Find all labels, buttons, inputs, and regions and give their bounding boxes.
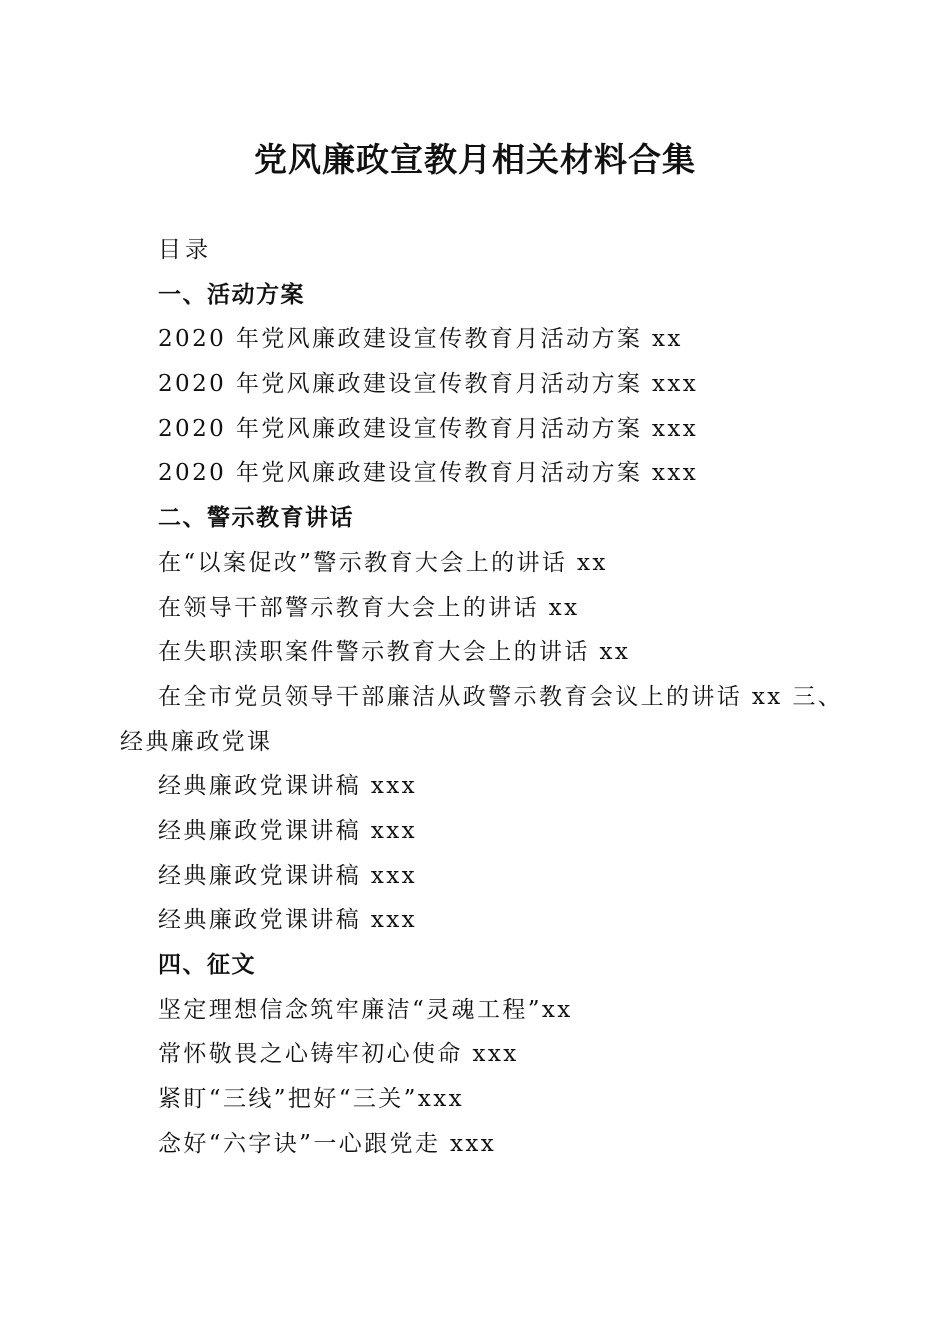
toc-item: 经典廉政党课讲稿 xxx — [158, 773, 418, 800]
contents-label: 目录 — [158, 237, 212, 263]
toc-item: 坚定理想信念筑牢廉洁“灵魂工程”xx — [158, 996, 573, 1023]
toc-item: 2020 年党风廉政建设宣传教育月活动方案 xxx — [158, 460, 699, 487]
section-heading-party-lectures: 经典廉政党课 — [120, 728, 273, 755]
toc-item: 在失职渎职案件警示教育大会上的讲话 xx — [158, 639, 631, 666]
toc-item: 在“以案促改”警示教育大会上的讲话 xx — [158, 549, 608, 576]
table-of-contents — [120, 228, 850, 1166]
toc-item: 念好“六字诀”一心跟党走 xxx — [158, 1130, 497, 1157]
toc-item: 常怀敬畏之心铸牢初心使命 xxx — [158, 1041, 519, 1068]
toc-item: 2020 年党风廉政建设宣传教育月活动方案 xx — [158, 326, 683, 353]
toc-item: 在领导干部警示教育大会上的讲话 xx — [158, 594, 580, 621]
toc-item: 经典廉政党课讲稿 xxx — [158, 907, 418, 934]
toc-item: 在全市党员领导干部廉洁从政警示教育会议上的讲话 xx 三、 — [158, 683, 844, 710]
page-title: 党风廉政宣教月相关材料合集 — [254, 140, 696, 179]
toc-item: 经典廉政党课讲稿 xxx — [158, 862, 418, 889]
section-heading-activity-plans: 一、活动方案 — [158, 281, 305, 308]
section-heading-warning-speeches: 二、警示教育讲话 — [158, 505, 354, 532]
toc-item: 2020 年党风廉政建设宣传教育月活动方案 xxx — [158, 415, 699, 442]
section-heading-essays: 四、征文 — [158, 952, 256, 978]
toc-item: 2020 年党风廉政建设宣传教育月活动方案 xxx — [158, 371, 699, 398]
toc-item: 紧盯“三线”把好“三关”xxx — [158, 1086, 464, 1113]
toc-item: 经典廉政党课讲稿 xxx — [158, 817, 418, 844]
